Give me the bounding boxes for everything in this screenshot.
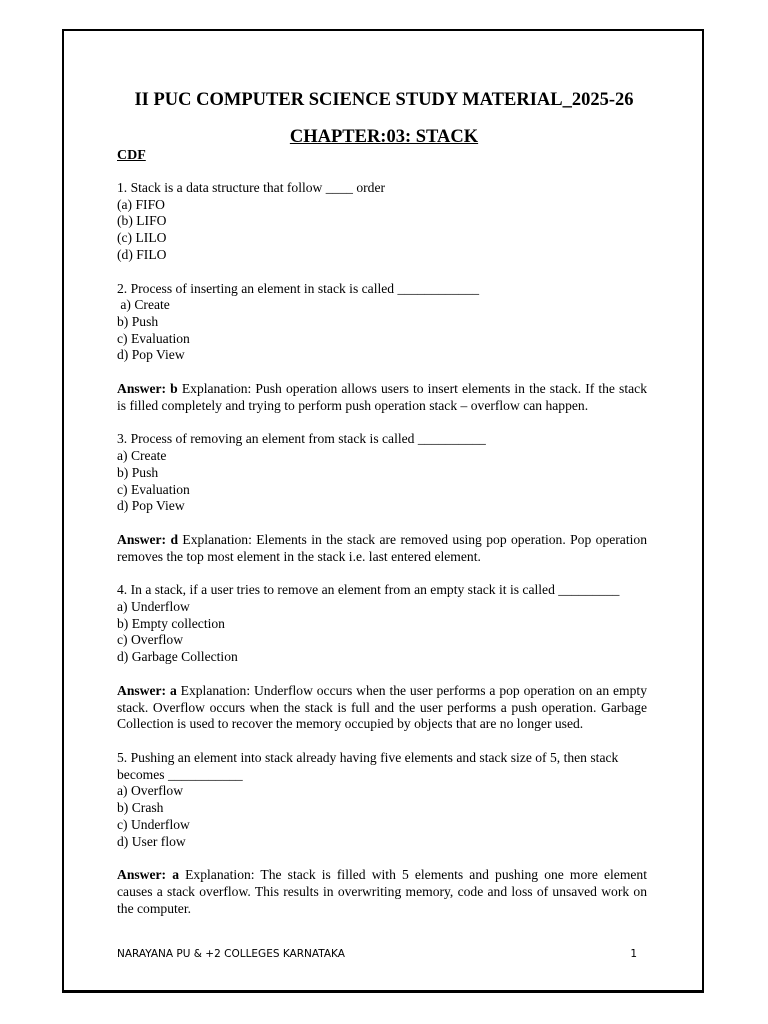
answer-label: Answer: b <box>117 381 178 397</box>
answer-label: Answer: a <box>117 867 179 883</box>
answer-2 <box>117 381 647 414</box>
option: (d) FILO <box>117 246 167 262</box>
question-3 <box>117 431 647 515</box>
question-stem: 5. Pushing an element into stack already having five elements and stack size of 5, then stack becomes ___________ <box>117 749 619 782</box>
question-5 <box>117 750 647 850</box>
question-stem: 3. Process of removing an element from stack is called __________ <box>117 431 486 447</box>
option: d) User flow <box>117 833 186 849</box>
question-stem: 4. In a stack, if a user tries to remove an element from an empty stack it is called _________ <box>117 582 620 598</box>
answer-label: Answer: d <box>117 531 179 547</box>
answer-label: Answer: a <box>117 682 177 698</box>
option: (b) LIFO <box>117 213 167 229</box>
option: a) Create <box>117 448 167 464</box>
option: (a) FIFO <box>117 196 165 212</box>
footer-college-name: NARAYANA PU & +2 COLLEGES KARNATAKA <box>117 948 345 960</box>
option: b) Push <box>117 464 159 480</box>
question-2 <box>117 281 647 365</box>
question-stem: 2. Process of inserting an element in stack is called ____________ <box>117 280 480 296</box>
answer-explanation: Explanation: The stack is filled with 5 elements and pushing one more element causes a stack overflow. This results in overwriting memory, code and loss of unsaved work on the computer. <box>117 867 647 916</box>
option: c) Evaluation <box>117 330 190 346</box>
question-1 <box>117 180 647 264</box>
option: (c) LILO <box>117 230 167 246</box>
option: b) Push <box>117 313 159 329</box>
section-label: CDF <box>117 148 146 163</box>
option: b) Empty collection <box>117 615 225 631</box>
document-title: II PUC COMPUTER SCIENCE STUDY MATERIAL_2025-26 <box>134 90 634 110</box>
answer-explanation: Explanation: Push operation allows users to insert elements in the stack. If the stack is filled completely and trying to perform push operation stack – overflow can happen. <box>117 381 647 413</box>
questions-content <box>117 180 647 934</box>
page-number: 1 <box>630 948 637 960</box>
option: c) Overflow <box>117 632 184 648</box>
answer-3 <box>117 532 647 565</box>
answer-explanation: Explanation: Elements in the stack are removed using pop operation. Pop operation removes the top most element in the stack i.e. last entered element. <box>117 531 647 564</box>
option: a) Overflow <box>117 783 184 799</box>
answer-4 <box>117 683 647 733</box>
option: d) Garbage Collection <box>117 649 238 665</box>
question-4 <box>117 582 647 666</box>
option: c) Underflow <box>117 816 190 832</box>
answer-explanation: Explanation: Underflow occurs when the user performs a pop operation on an empty stack. Overflow occurs when the stack is full and the user performs a push operation. Garbage Collection is used to recover the memory occupied by objects that are no longer used. <box>117 682 647 732</box>
option: b) Crash <box>117 800 164 816</box>
option: d) Pop View <box>117 498 185 514</box>
option: a) Underflow <box>117 599 190 615</box>
chapter-title: CHAPTER:03: STACK <box>289 127 479 147</box>
option: d) Pop View <box>117 347 185 363</box>
question-stem: 1. Stack is a data structure that follow ____ order <box>117 180 386 195</box>
option: c) Evaluation <box>117 481 190 497</box>
answer-5 <box>117 867 647 917</box>
option: a) Create <box>117 297 170 313</box>
